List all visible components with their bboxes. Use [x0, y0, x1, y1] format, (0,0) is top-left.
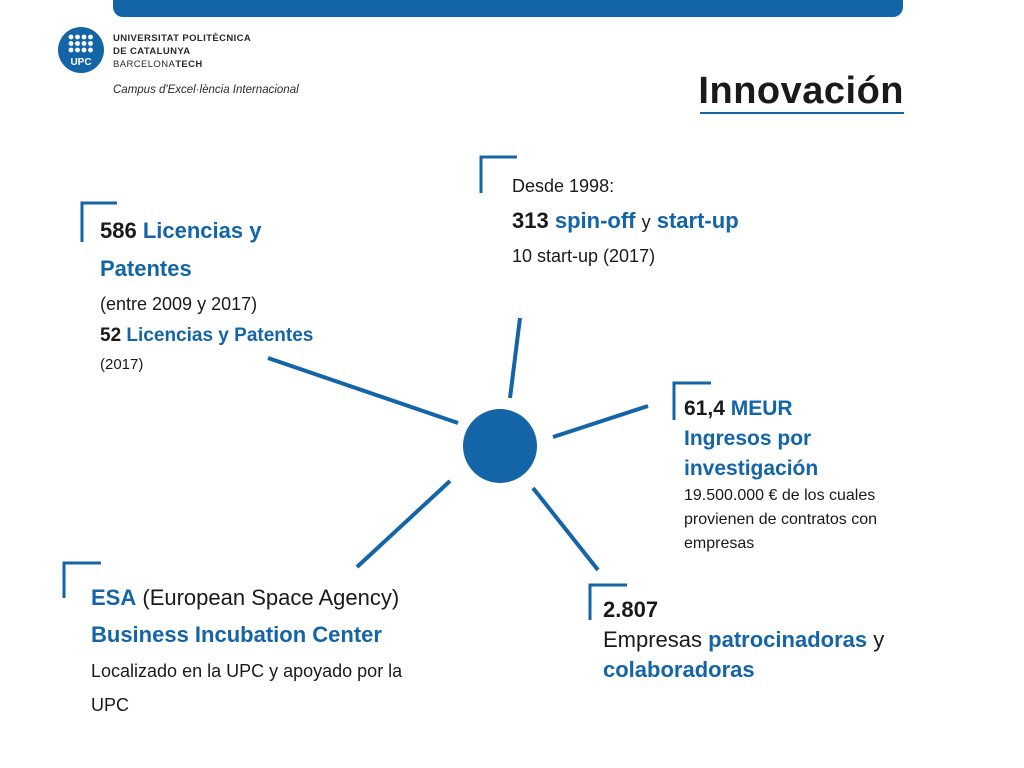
spoke-ingresos: [553, 406, 648, 437]
logo-badge: UPC: [70, 57, 92, 68]
logo-line-1: UNIVERSITAT POLITÈCNICA: [113, 33, 252, 44]
esa-block: ESA (European Space Agency) Business Incubation Center Localizado en la UPC y apoyado por la UPC: [91, 585, 403, 715]
spoke-empresas: [533, 488, 598, 570]
logo-line-3: BARCELONATECH: [113, 59, 203, 70]
hub-circle: [463, 409, 537, 483]
campus-tagline: Campus d'Excel·lència Internacional: [113, 84, 299, 96]
ingresos-block: 61,4 MEUR Ingresos por investigación 19.500.000 € de los cuales provienen de contratos con empresas: [684, 397, 878, 552]
spoke-spinoff: [510, 318, 520, 398]
licencias-block: 586 Licencias y Patentes (entre 2009 y 2017) 52 Licencias y Patentes (2017): [100, 218, 314, 373]
logo-line-2: DE CATALUNYA: [113, 46, 191, 57]
spoke-esa: [357, 481, 450, 567]
empresas-block: 2.807 Empresas patrocinadoras y colaboradoras: [603, 597, 885, 682]
spinoff-block: Desde 1998: 313 spin-off y start-up 10 start-up (2017): [512, 176, 739, 266]
page-title: Innovación: [698, 70, 904, 112]
